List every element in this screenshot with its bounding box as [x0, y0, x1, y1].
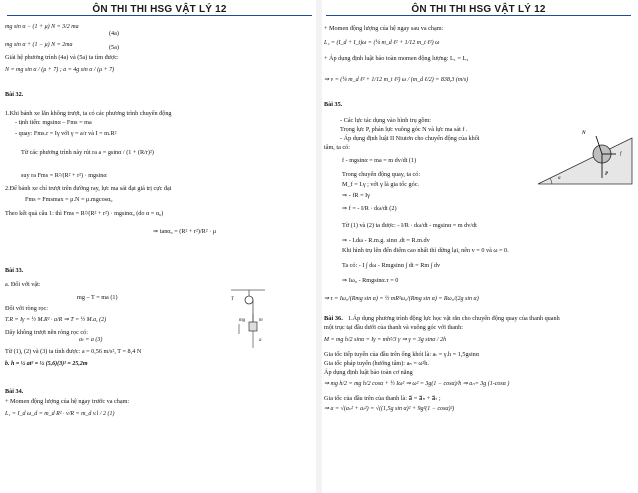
r-eq1: L₂ = (I_d + I_t)ω = (¼ m_d ℓ² + 1/12 m_t ℓ²) ω — [324, 40, 440, 46]
incline-label-n: N — [582, 131, 586, 136]
left-page — [3, 0, 316, 493]
b35-eq5: ⇒ - I.dω - R.m.g. sinα .dt = R.m.dv — [342, 237, 430, 244]
b36-l1: Gia tốc tiếp tuyến của đầu trên ống khói là: aₜ = γ.h = 1,5gsinα — [324, 351, 479, 358]
b32-derive: Từ các phương trình này rút ra a = gsinα / (1 + (R/r)²) — [21, 149, 154, 156]
incline-label-f: f — [620, 152, 622, 157]
pulley-label-a: a — [259, 338, 262, 343]
bai36-title: Bài 36. — [324, 315, 343, 322]
b33-rr: Đối với ròng rọc: — [5, 305, 48, 312]
b36-eq3: ⇒ a = √(aₙ² + aₜ²) = √((1,5g sin α)² + 9g²(1 − cosα)²) — [324, 406, 455, 412]
incline-label-alpha: α — [558, 176, 561, 181]
b35-l4: tâm, ta có: — [324, 144, 350, 151]
b35-l7: Khi hình trụ lên đến điểm cao nhất thì dừng lại, nên v = 0 và ω = 0. — [342, 247, 509, 254]
b35-eq8: ⇒ τ = Iω₀/(Rmg sin α) = ½ mR²ω₀/(Rmg sin α) = Rω₀/(2g sin α) — [324, 296, 479, 302]
solve-text: Giải hệ phương trình (4a) và (5a) ta tìm được: — [5, 54, 119, 61]
b33-day: Dây không trượt nên ròng rọc có: — [5, 329, 88, 336]
b36-l2: Gia tốc pháp tuyến (hướng tâm): aₙ = ω²h. — [324, 360, 429, 367]
b36-l4: Gia tốc của đầu trên của thanh là: a⃗ = a⃗ₙ + a⃗ₜ ; — [324, 395, 441, 402]
b36-eq1: M = mg h/2 sinα = Iγ = mh²/3 γ ⇒ γ = 3g sinα / 2h — [324, 337, 447, 343]
b35-eq6: Ta có: - I ∫ dω - Rmgsinα ∫ dt = Rm ∫ dv — [342, 262, 441, 269]
b33-eq1: mg – T = ma (1) — [77, 294, 118, 301]
b32-fms: Fms = Fmsmax = μ.N = μ.mgcosα₀ — [25, 196, 113, 203]
bai35-title: Bài 35. — [324, 101, 343, 108]
b32-suyra: suy ra Fms = R²/(R² + r²) · mgsinα — [21, 172, 107, 179]
b35-eq7: ⇒ Iω₀ - Rmgsinα.τ = 0 — [342, 277, 399, 284]
eq-5a-tag: (5a) — [109, 44, 119, 51]
r-p2: + Áp dụng định luật bảo toàn momen động lượng: L₁ = L₂ — [324, 55, 469, 62]
b35-eq4: Từ (1) và (2) ta được: - I/R · dω/dt - mgsinα = m dv/dt — [342, 222, 477, 229]
solve-result: N = mg sin α / (μ + 7) ; a = 4g sin α / (μ + 7) — [5, 67, 115, 73]
pulley-label-mg: mg — [239, 318, 246, 323]
b32-tan: ⇒ tanα₀ = (R² + r²)/R² · μ — [153, 228, 217, 235]
b32-rotation: - quay: Fms.r = Iγ với γ = a/r và I = m.R² — [15, 130, 117, 137]
b33-result: Từ (1), (2) và (3) ta tính được: a = 0,56 m/s², T = 8,4 N — [5, 348, 142, 355]
b36-l3: Áp dụng định luật bảo toàn cơ năng — [324, 369, 413, 376]
b32-p1: 1.Khi bánh xe lăn không trượt, ta có các phương trình chuyển động — [5, 110, 172, 117]
pulley-label-t: T — [231, 297, 234, 302]
b36-eq2: ⇒ mg h/2 = mg h/2 cosα + ½ Iω² ⇒ ω² = 3g(1 − cosα)/h ⇒ aₙ= 3g (1-cosα ) — [324, 381, 510, 387]
bai33-title: Bài 33. — [5, 267, 24, 274]
b35-eq2: ⇒ - fR = Iγ — [342, 192, 370, 199]
b34-eq: L₁ = I_d ω_d = m_d R² · v/R = m_d v.l / 2 (1) — [5, 411, 115, 417]
left-header-rule — [7, 15, 312, 16]
b33-eq3: aₜ = a (3) — [79, 337, 103, 343]
pulley-figure — [229, 288, 269, 356]
b35-eq1: f - mgsinα = ma = m dv/dt (1) — [342, 157, 417, 164]
b32-p2: 2.Để bánh xe chỉ trượt trên đường ray, lực ma sát đạt giá trị cực đại — [5, 185, 172, 192]
r-eq2: ⇒ v = (¼ m_d ℓ² + 1/12 m_t ℓ²) ω / (m_d ℓ/2) = 838,3 (m/s) — [324, 77, 469, 83]
b36-p1: 1.Áp dụng phương trình động lực học vật rắn cho chuyển động quay của thanh quanh — [348, 315, 560, 322]
eq-4a-tag: (4a) — [109, 30, 119, 37]
eq-4a: mg sin α − (1 + μ) N = 3/2 ma — [5, 24, 79, 30]
b33-a: a. Đối với vật: — [5, 281, 41, 288]
pulley-label-m: m — [259, 318, 263, 323]
incline-label-p: P — [605, 172, 609, 177]
b36-p2: một trục tại đầu dưới của thanh và vuông góc với thanh: — [324, 324, 463, 331]
b35-l2: Trọng lực P, phản lực vuông góc N và lực ma sát f . — [340, 126, 468, 133]
bai34-title: Bài 34. — [5, 388, 24, 395]
b34-p1: + Momen động lượng của hệ ngay trước va chạm: — [5, 398, 130, 405]
b35-l5: Trong chuyển động quay, ta có: — [342, 171, 421, 178]
bai32-title: Bài 32. — [5, 91, 24, 98]
b32-theo: Theo kết quả câu 1: thì Fms = R²/(R² + r²) · mgsinα₀ (do α = α₀) — [5, 210, 164, 217]
r-p1: + Momen động lượng của hệ ngay sau va chạm: — [324, 25, 444, 32]
right-page-header: ÔN THI THI HSG VẬT LÝ 12 — [411, 4, 546, 15]
right-page — [322, 0, 635, 493]
eq-5a: mg sin α + (1 − μ) N = 2ma — [5, 42, 73, 48]
b33-eq2: T.R = Iγ = ½ M.R² · a/R ⇒ T = ½ M.a, (2) — [5, 317, 107, 323]
right-header-rule — [326, 15, 631, 16]
b33-b: b. h = ½ at² = ½ (5,6)(3)² = 25,2m — [5, 361, 88, 367]
incline-figure — [536, 128, 634, 190]
b35-l3: - Áp dụng định luật II Niutơn cho chuyển động của khối — [340, 135, 480, 142]
b35-eq3: ⇒ f = - I/R · dω/dt (2) — [342, 205, 397, 212]
b35-l1: - Các lực tác dụng vào hình trụ gồm: — [340, 117, 431, 124]
b32-translation: - tịnh tiến: mgsinα – Fms = ma — [15, 119, 92, 126]
left-page-header: ÔN THI THI HSG VẬT LÝ 12 — [92, 4, 227, 15]
b35-l6: M_f = I.γ ; với γ là gia tốc góc. — [342, 181, 420, 188]
